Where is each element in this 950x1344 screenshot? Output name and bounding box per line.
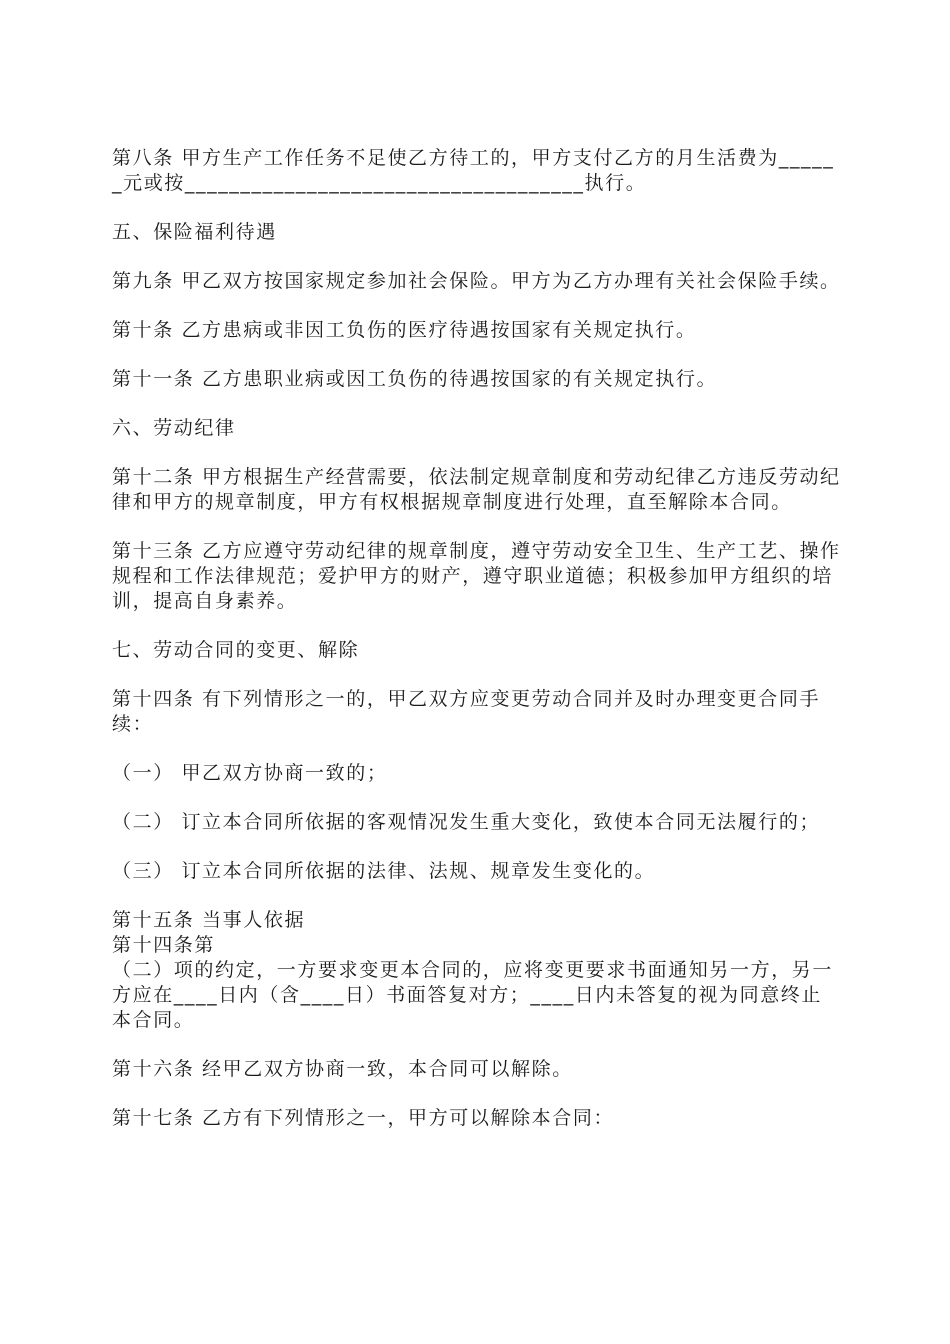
article-15-body: （二）项的约定，一方要求变更本合同的，应将变更要求书面通知另一方，另一方应在____日内（含____日）书面答复对方；____日内未答复的视为同意终止本合同。 [112,959,834,1031]
article-13: 第十三条 乙方应遵守劳动纪律的规章制度，遵守劳动安全卫生、生产工艺、操作规程和工作法律规范；爱护甲方的财产，遵守职业道德；积极参加甲方组织的培训，提高自身素养。 [112,540,841,612]
article-9: 第九条 甲乙双方按国家规定参加社会保险。甲方为乙方办理有关社会保险手续。 [112,270,841,292]
article-12: 第十二条 甲方根据生产经营需要，依法制定规章制度和劳动纪律乙方违反劳动纪律和甲方的规章制度，甲方有权根据规章制度进行处理，直至解除本合同。 [112,466,841,513]
article-14: 第十四条 有下列情形之一的，甲乙双方应变更劳动合同并及时办理变更合同手续： [112,688,821,735]
article-15-line-1: 第十五条 当事人依据 [112,909,306,931]
article-10: 第十条 乙方患病或非因工负伤的医疗待遇按国家有关规定执行。 [112,319,697,341]
article-16: 第十六条 经甲乙双方协商一致，本合同可以解除。 [112,1058,573,1080]
document-body [112,146,842,1155]
section-heading-discipline: 六、劳动纪律 [112,417,236,439]
article-15-line-2: 第十四条第 [112,934,216,956]
article-14-item-1: （一） 甲乙双方协商一致的； [112,762,388,784]
article-8: 第八条 甲方生产工作任务不足使乙方待工的，甲方支付乙方的月生活费为______元或按____________________________________执行。 [112,147,835,194]
article-14-item-3: （三） 订立本合同所依据的法律、法规、规章发生变化的。 [112,860,656,882]
section-heading-contract-change: 七、劳动合同的变更、解除 [112,639,360,661]
article-11: 第十一条 乙方患职业病或因工负伤的待遇按国家的有关规定执行。 [112,368,718,390]
article-17: 第十七条 乙方有下列情形之一，甲方可以解除本合同： [112,1107,615,1129]
section-heading-insurance: 五、保险福利待遇 [112,221,277,243]
article-14-item-2: （二） 订立本合同所依据的客观情况发生重大变化，致使本合同无法履行的； [112,811,821,833]
